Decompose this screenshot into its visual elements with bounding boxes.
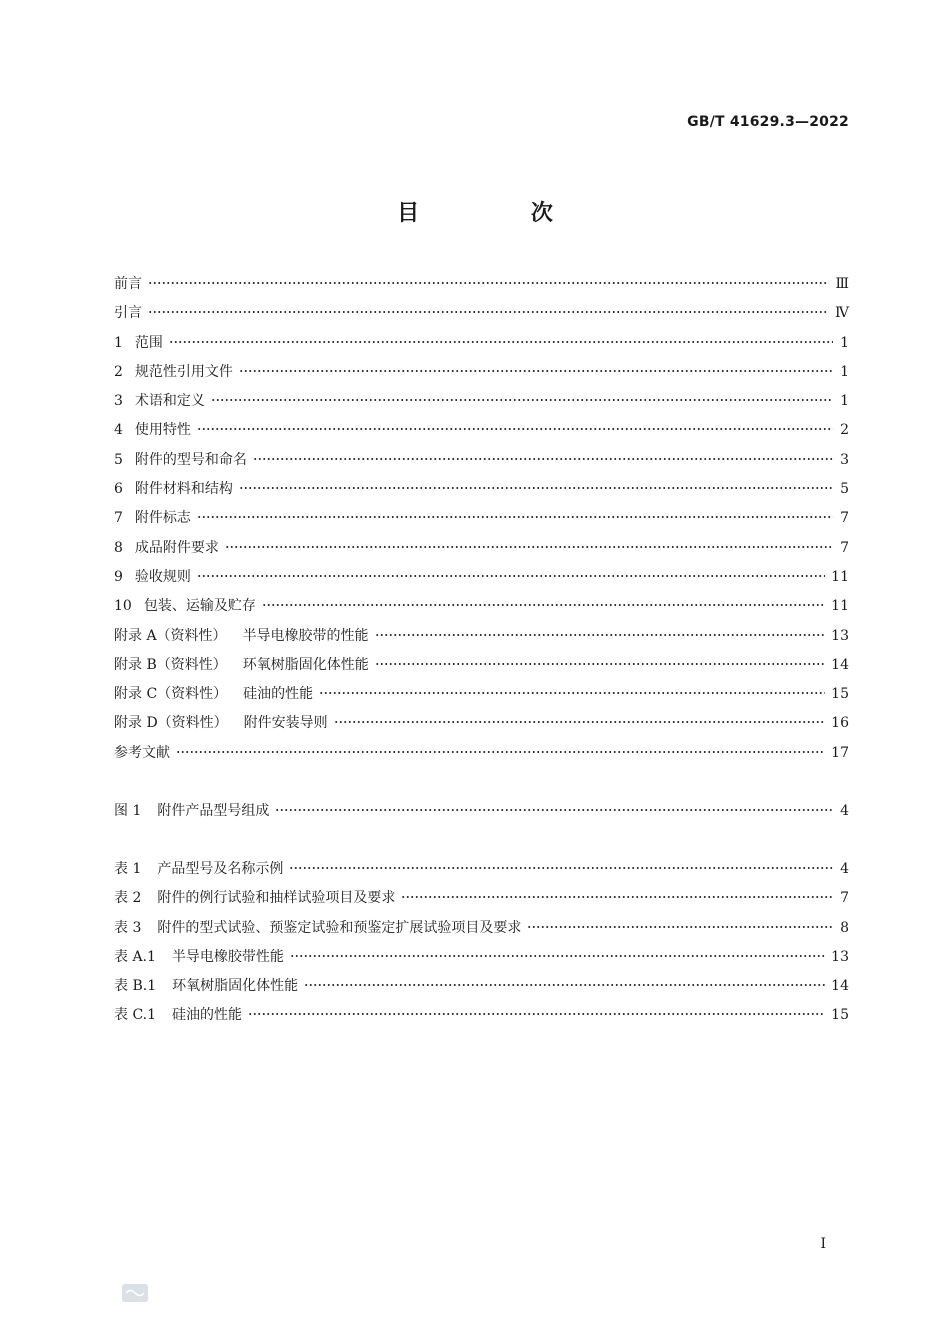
toc-entry-page: 11 — [831, 598, 849, 615]
toc-entry-page: 3 — [840, 451, 849, 468]
toc-table-entry[interactable] — [114, 855, 849, 884]
toc-entry[interactable] — [114, 416, 849, 445]
dot-leader — [197, 574, 825, 578]
dot-leader — [225, 545, 833, 549]
dot-leader — [148, 310, 829, 314]
toc-table-entry-page: 8 — [840, 919, 849, 936]
toc-entry-label: 硅油的性能 — [243, 686, 314, 703]
toc-table-entry-page: 4 — [840, 861, 849, 877]
toc-table-entry-page: 15 — [831, 1007, 849, 1024]
dot-leader — [375, 662, 825, 666]
toc-table-entry-number: 表 A.1 — [114, 948, 156, 965]
toc-entry-label: 范围 — [134, 334, 163, 351]
toc-entry-number: 附录 B（资料性） — [114, 656, 227, 673]
page-title: 目 次 — [397, 201, 605, 226]
toc-entry[interactable] — [114, 680, 849, 709]
toc-entry-label: 附件安装导则 — [243, 715, 328, 732]
toc-entry[interactable] — [114, 534, 849, 563]
dot-leader — [239, 369, 833, 373]
standard-number: GB/T 41629.3—2022 — [687, 114, 849, 130]
toc-entry[interactable] — [114, 651, 849, 680]
toc-entry-label: 附件材料和结构 — [134, 481, 233, 498]
dot-leader — [148, 281, 829, 285]
toc-entry-label: 规范性引用文件 — [134, 363, 233, 380]
toc-entry-label: 半导电橡胶带的性能 — [242, 627, 369, 644]
toc-entry[interactable] — [114, 329, 849, 358]
toc-figure-entry-page: 4 — [840, 803, 849, 819]
toc-entry-label: 前言 — [114, 276, 142, 292]
dot-leader — [290, 954, 825, 958]
toc-entry[interactable] — [114, 504, 849, 533]
toc-figures-list — [114, 797, 849, 826]
toc-entry-label: 引言 — [114, 305, 142, 322]
page-number: I — [820, 1236, 826, 1252]
toc-table-entry-label: 环氧树脂固化体性能 — [172, 978, 299, 995]
toc-entry-page: 13 — [831, 627, 849, 644]
toc-entry[interactable] — [114, 592, 849, 621]
toc-table-entry-number: 表 3 — [114, 919, 142, 936]
toc-entry-number: 附录 D（资料性） — [114, 715, 228, 732]
dot-leader — [375, 633, 826, 637]
toc-entry-page: 1 — [840, 334, 849, 351]
toc-figure-entry-label: 附件产品型号组成 — [157, 803, 270, 819]
dot-leader — [289, 866, 833, 870]
toc-entry-page: 11 — [831, 568, 849, 585]
toc-entry-number: 6 — [114, 481, 123, 498]
toc-entry-page: Ⅳ — [835, 305, 849, 322]
toc-table-entry-label: 产品型号及名称示例 — [157, 861, 284, 877]
dot-leader — [197, 427, 833, 431]
toc-entry-page: 7 — [840, 539, 849, 556]
toc-entry-number: 附录 A（资料性） — [114, 627, 227, 644]
toc-entry-page: 2 — [840, 422, 849, 439]
toc-entry-page: 1 — [840, 393, 849, 410]
toc-entry[interactable] — [114, 709, 849, 738]
toc-entry-number: 2 — [114, 363, 123, 380]
dot-leader — [304, 983, 825, 987]
toc-main-list — [114, 270, 849, 768]
dot-leader — [275, 808, 833, 812]
toc-table-entry-number: 表 C.1 — [114, 1007, 157, 1024]
toc-entry[interactable] — [114, 622, 849, 651]
sac-logo-icon — [121, 1282, 149, 1304]
toc-entry[interactable] — [114, 739, 849, 768]
toc-table-entry[interactable] — [114, 1001, 849, 1030]
toc-entry-label: 参考文献 — [114, 744, 170, 761]
toc-entry-number: 4 — [114, 422, 123, 439]
dot-leader — [334, 720, 825, 724]
toc-entry-number: 10 — [114, 598, 132, 615]
toc-entry[interactable] — [114, 446, 849, 475]
toc-table-entry[interactable] — [114, 943, 849, 972]
toc-entry-label: 附件标志 — [134, 510, 191, 527]
dot-leader — [319, 691, 825, 695]
toc-table-entry-label: 半导电橡胶带性能 — [171, 948, 284, 965]
toc-entry-label: 验收规则 — [134, 568, 191, 585]
toc-entry-label: 成品附件要求 — [134, 539, 219, 556]
dot-leader — [401, 895, 833, 899]
toc-figure-entry-number: 图 1 — [114, 803, 142, 819]
toc-entry-number: 1 — [114, 334, 123, 351]
toc-entry-number: 8 — [114, 539, 123, 556]
dot-leader — [248, 1012, 825, 1016]
toc-table-entry-label: 附件的例行试验和抽样试验项目及要求 — [157, 890, 396, 907]
dot-leader — [239, 486, 833, 490]
toc-table-entry-number: 表 B.1 — [114, 978, 157, 995]
toc-table-entry-number: 表 1 — [114, 861, 142, 877]
toc-entry-page: 7 — [840, 510, 849, 527]
toc-entry[interactable] — [114, 563, 849, 592]
toc-entry-page: 5 — [840, 481, 849, 498]
toc-entry-number: 附录 C（资料性） — [114, 686, 228, 703]
toc-entry[interactable] — [114, 270, 849, 299]
toc-entry[interactable] — [114, 358, 849, 387]
toc-tables-list — [114, 855, 849, 1031]
dot-leader — [262, 603, 825, 607]
toc-entry-page: Ⅲ — [835, 276, 849, 292]
dot-leader — [197, 515, 833, 519]
toc-entry-page: 17 — [831, 744, 849, 761]
toc-table-entry-page: 14 — [831, 978, 849, 995]
toc-table-entry[interactable] — [114, 884, 849, 913]
toc-entry[interactable] — [114, 475, 849, 504]
toc-entry-label: 包装、运输及贮存 — [143, 598, 256, 615]
toc-table-entry[interactable] — [114, 972, 849, 1001]
toc-entry-page: 16 — [831, 715, 849, 732]
toc-entry-label: 环氧树脂固化体性能 — [242, 656, 369, 673]
toc-entry-page: 15 — [831, 686, 849, 703]
dot-leader — [169, 340, 833, 344]
toc-entry-number: 9 — [114, 568, 123, 585]
toc-entry-label: 术语和定义 — [134, 393, 205, 410]
toc-entry-page: 1 — [840, 363, 849, 380]
toc-entry-number: 7 — [114, 510, 123, 527]
toc-table-entry-label: 硅油的性能 — [172, 1007, 243, 1024]
toc-table-entry-label: 附件的型式试验、预鉴定试验和预鉴定扩展试验项目及要求 — [157, 919, 522, 936]
toc-table-entry-page: 13 — [831, 948, 849, 965]
toc-figure-entry[interactable] — [114, 797, 849, 826]
toc-table-entry-number: 表 2 — [114, 890, 142, 907]
toc-entry-label: 使用特性 — [134, 422, 191, 439]
dot-leader — [253, 457, 833, 461]
toc-entry-label: 附件的型号和命名 — [134, 451, 247, 468]
toc-entry[interactable] — [114, 387, 849, 416]
toc-entry-number: 5 — [114, 451, 123, 468]
toc-entry-number: 3 — [114, 393, 123, 410]
dot-leader — [211, 398, 833, 402]
dot-leader — [176, 750, 825, 754]
toc-entry[interactable] — [114, 299, 849, 328]
dot-leader — [527, 925, 833, 929]
toc-entry-page: 14 — [831, 656, 849, 673]
toc-table-entry-page: 7 — [840, 890, 849, 907]
toc-table-entry[interactable] — [114, 914, 849, 943]
